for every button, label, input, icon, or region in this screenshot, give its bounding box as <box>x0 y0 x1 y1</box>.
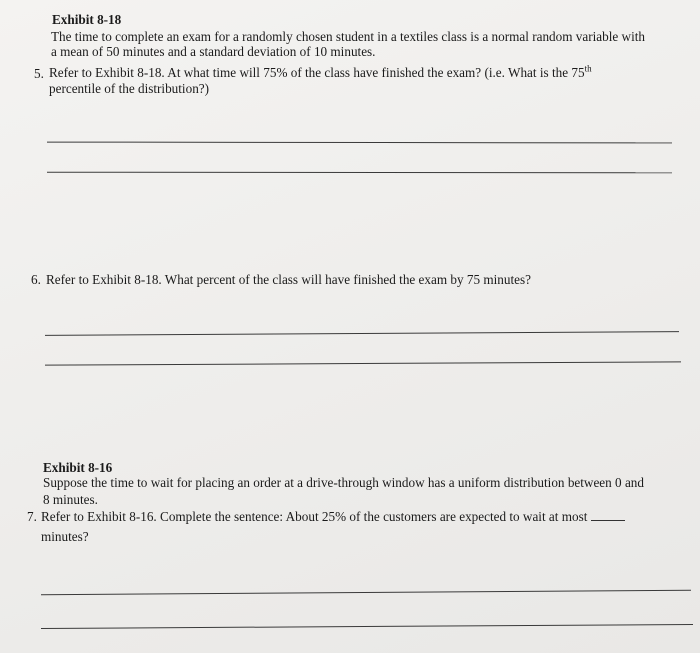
question-7-text: Refer to Exhibit 8-16. Complete the sentence: About 25% of the customers are expected to wait at most <box>41 509 588 524</box>
exhibit-8-18-description-line1: The time to complete an exam for a randomly chosen student in a textiles class is a normal random variable with <box>51 29 645 44</box>
question-7-line2: minutes? <box>41 529 89 544</box>
question-6-answer-line-2[interactable] <box>45 361 681 365</box>
question-5-answer-line-2[interactable] <box>47 172 672 174</box>
question-5-number: 5. <box>34 66 44 81</box>
question-5-answer-line-1[interactable] <box>47 142 672 144</box>
question-7-answer-line-1[interactable] <box>41 590 691 596</box>
exhibit-8-18-description-line2: a mean of 50 minutes and a standard deviation of 10 minutes. <box>51 44 376 59</box>
question-5-line1 <box>49 65 592 80</box>
question-7-number: 7. <box>27 509 37 524</box>
bleed-through-texture <box>120 248 123 260</box>
question-7-line1 <box>41 509 625 524</box>
question-5-superscript: th <box>584 63 592 74</box>
question-6-number: 6. <box>31 272 41 287</box>
question-7-inline-blank[interactable] <box>591 509 625 521</box>
exhibit-8-18-heading: Exhibit 8-18 <box>52 12 122 27</box>
exhibit-8-16-heading: Exhibit 8-16 <box>43 460 113 475</box>
question-5-text: Refer to Exhibit 8-18. At what time will 75% of the class have finished the exam? (i.e. What is the 75 <box>49 65 585 80</box>
question-7-answer-line-2[interactable] <box>41 624 693 629</box>
question-5-line2: percentile of the distribution?) <box>49 81 210 96</box>
exhibit-8-16-description-line1: Suppose the time to wait for placing an order at a drive-through window has a uniform distribution between 0 and <box>43 475 644 490</box>
question-6-answer-line-1[interactable] <box>45 331 679 336</box>
exhibit-8-16-description-line2: 8 minutes. <box>43 492 98 507</box>
question-6-text: Refer to Exhibit 8-18. What percent of the class will have finished the exam by 75 minutes? <box>46 272 531 287</box>
